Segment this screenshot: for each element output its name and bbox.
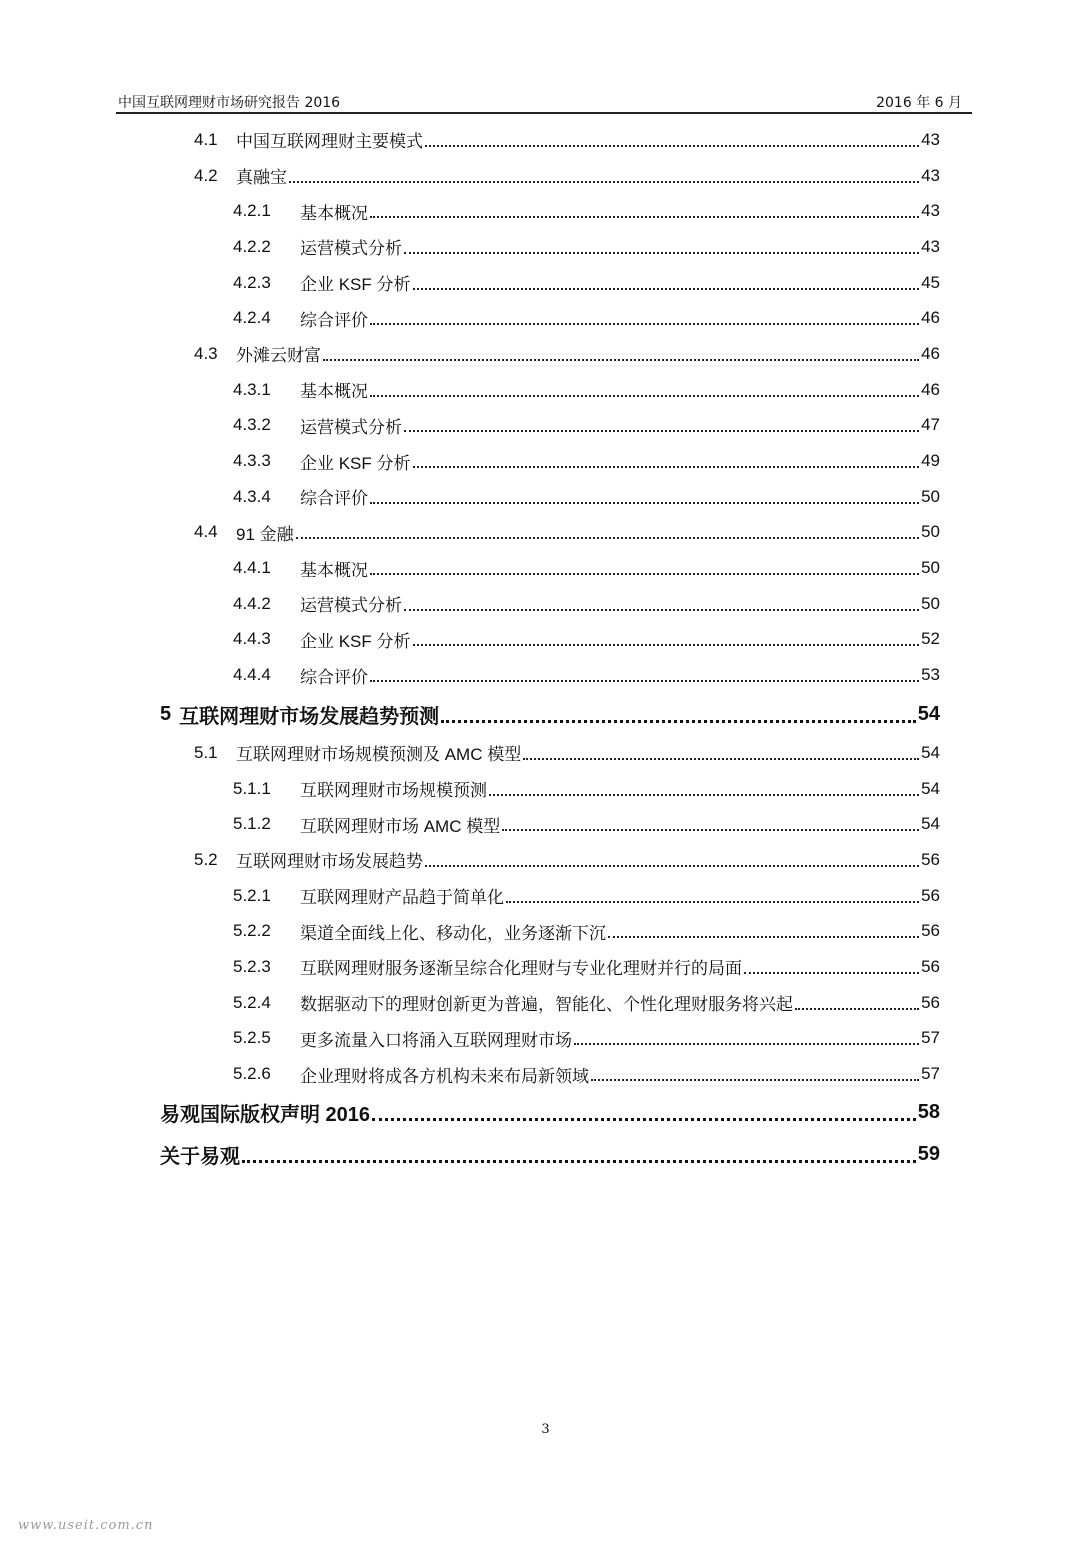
toc-entry-title: 数据驱动下的理财创新更为普遍，智能化、个性化理财服务将兴起 <box>300 995 793 1015</box>
header-rule <box>116 112 972 114</box>
toc-entry-title: 互联网理财服务逐渐呈综合化理财与专业化理财并行的局面 <box>300 959 742 979</box>
toc-entry-title: 91 金融 <box>236 524 294 544</box>
toc-entry[interactable] <box>160 443 940 479</box>
toc-dot-leader <box>608 936 919 938</box>
toc-entry-number: 5.2.3 <box>233 956 271 976</box>
toc-dot-leader <box>574 1043 919 1045</box>
toc-entry-number: 4.2.4 <box>233 308 271 328</box>
toc-entry[interactable] <box>160 122 940 158</box>
toc-entry[interactable] <box>160 949 940 985</box>
toc-entry-page: 52 <box>921 629 940 649</box>
toc-entry-number: 4.4.1 <box>233 558 271 578</box>
toc-entry-title: 基本概况 <box>300 560 368 580</box>
toc-entry-page: 54 <box>921 778 940 798</box>
toc-entry-number: 5.1.2 <box>233 814 271 834</box>
toc-entry-number: 5.1 <box>194 742 218 762</box>
toc-entry[interactable] <box>160 842 940 878</box>
toc-entry-number: 5 <box>160 702 172 725</box>
toc-entry[interactable] <box>160 550 940 586</box>
toc-entry-page: 56 <box>921 885 940 905</box>
toc-entry-page: 56 <box>921 992 940 1012</box>
toc-entry[interactable] <box>160 693 940 735</box>
toc-entry[interactable] <box>160 735 940 771</box>
toc-entry-page: 56 <box>921 849 940 869</box>
toc-dot-leader <box>370 323 919 325</box>
toc-dot-leader <box>591 1079 919 1081</box>
toc-entry-page: 57 <box>921 1064 940 1084</box>
toc-entry[interactable] <box>160 622 940 658</box>
toc-entry-number: 4.1 <box>194 129 218 149</box>
toc-entry-number: 4.3.4 <box>233 486 271 506</box>
toc-entry-number: 4.3.1 <box>233 379 271 399</box>
toc-entry-number: 4.4.4 <box>233 665 271 685</box>
table-of-contents <box>160 122 940 1176</box>
toc-entry-number: 4.2.1 <box>233 201 271 221</box>
toc-entry-title: 互联网理财市场发展趋势 <box>236 852 423 872</box>
toc-entry-page: 59 <box>917 1143 940 1166</box>
toc-entry-number: 4.3.3 <box>233 451 271 471</box>
header-date: 2016 年 6 月 <box>876 95 962 111</box>
toc-entry-page: 46 <box>921 308 940 328</box>
toc-entry-page: 56 <box>921 956 940 976</box>
toc-dot-leader <box>413 644 920 646</box>
toc-dot-leader <box>242 1160 916 1163</box>
toc-entry[interactable] <box>160 158 940 194</box>
toc-dot-leader <box>795 1008 919 1010</box>
toc-entry[interactable] <box>160 479 940 515</box>
toc-entry-title: 运营模式分析 <box>300 417 402 437</box>
toc-entry-number: 5.2 <box>194 849 218 869</box>
toc-dot-leader <box>425 865 919 867</box>
toc-dot-leader <box>413 288 920 290</box>
toc-entry-number: 4.4 <box>194 522 218 542</box>
toc-entry-page: 43 <box>921 129 940 149</box>
toc-dot-leader <box>506 901 919 903</box>
toc-entry[interactable] <box>160 771 940 807</box>
toc-entry-number: 4.2.3 <box>233 272 271 292</box>
toc-entry-page: 50 <box>921 486 940 506</box>
toc-entry-page: 58 <box>917 1101 940 1124</box>
toc-entry-title: 企业 KSF 分析 <box>300 275 411 295</box>
toc-entry-number: 4.3.2 <box>233 415 271 435</box>
toc-dot-leader <box>489 794 919 796</box>
toc-dot-leader <box>372 1118 916 1121</box>
toc-entry[interactable] <box>160 586 940 622</box>
toc-entry-title: 中国互联网理财主要模式 <box>236 132 423 152</box>
toc-entry-title: 易观国际版权声明 2016 <box>160 1104 371 1127</box>
toc-entry-number: 5.2.2 <box>233 921 271 941</box>
toc-entry-page: 50 <box>921 522 940 542</box>
toc-dot-leader <box>404 430 919 432</box>
toc-entry[interactable] <box>160 913 940 949</box>
toc-entry-title: 互联网理财市场发展趋势预测 <box>179 705 440 728</box>
toc-entry-page: 46 <box>921 379 940 399</box>
toc-entry-number: 4.4.2 <box>233 593 271 613</box>
toc-entry-title: 运营模式分析 <box>300 239 402 259</box>
toc-dot-leader <box>502 829 919 831</box>
page-number: 3 <box>541 1422 550 1437</box>
toc-entry[interactable] <box>160 372 940 408</box>
toc-entry-title: 互联网理财市场规模预测及 AMC 模型 <box>236 745 522 765</box>
toc-entry-title: 综合评价 <box>300 310 368 330</box>
toc-entry-title: 互联网理财市场 AMC 模型 <box>300 816 501 836</box>
toc-entry-page: 53 <box>921 665 940 685</box>
toc-dot-leader <box>370 395 919 397</box>
toc-entry-title: 综合评价 <box>300 667 368 687</box>
toc-entry-page: 47 <box>921 415 940 435</box>
toc-entry[interactable] <box>160 515 940 551</box>
toc-entry-page: 46 <box>921 343 940 363</box>
watermark: www.useit.com.cn <box>18 1518 154 1533</box>
toc-dot-leader <box>370 573 919 575</box>
toc-dot-leader <box>404 252 919 254</box>
toc-entry-page: 54 <box>921 814 940 834</box>
toc-entry[interactable] <box>160 985 940 1021</box>
toc-dot-leader <box>413 466 920 468</box>
toc-entry-title: 基本概况 <box>300 382 368 402</box>
toc-entry-page: 50 <box>921 593 940 613</box>
toc-entry-number: 5.2.6 <box>233 1064 271 1084</box>
toc-entry-number: 4.4.3 <box>233 629 271 649</box>
toc-entry[interactable] <box>160 193 940 229</box>
toc-entry[interactable] <box>160 1134 940 1176</box>
toc-entry-title: 运营模式分析 <box>300 596 402 616</box>
toc-entry[interactable] <box>160 1056 940 1092</box>
toc-entry-title: 综合评价 <box>300 489 368 509</box>
toc-entry-page: 56 <box>921 921 940 941</box>
toc-entry-number: 5.2.1 <box>233 885 271 905</box>
toc-entry-title: 基本概况 <box>300 203 368 223</box>
toc-entry-page: 43 <box>921 201 940 221</box>
toc-entry-title: 企业 KSF 分析 <box>300 453 411 473</box>
toc-dot-leader <box>370 502 919 504</box>
toc-entry[interactable] <box>160 878 940 914</box>
page-header <box>118 88 970 112</box>
toc-dot-leader <box>296 537 919 539</box>
toc-entry[interactable] <box>160 265 940 301</box>
toc-dot-leader <box>289 181 919 183</box>
toc-entry-page: 50 <box>921 558 940 578</box>
toc-entry-page: 43 <box>921 165 940 185</box>
toc-entry-page: 43 <box>921 236 940 256</box>
toc-entry[interactable] <box>160 336 940 372</box>
toc-entry[interactable] <box>160 1021 940 1057</box>
toc-dot-leader <box>370 216 919 218</box>
toc-entry-title: 渠道全面线上化、移动化，业务逐渐下沉 <box>300 923 606 943</box>
toc-entry-page: 57 <box>921 1028 940 1048</box>
toc-dot-leader <box>404 609 919 611</box>
toc-entry-title: 企业 KSF 分析 <box>300 631 411 651</box>
toc-entry-number: 4.2.2 <box>233 236 271 256</box>
toc-entry-title: 互联网理财产品趋于简单化 <box>300 888 504 908</box>
toc-dot-leader <box>744 972 919 974</box>
toc-dot-leader <box>441 720 916 723</box>
toc-entry-number: 4.3 <box>194 343 218 363</box>
toc-entry-page: 54 <box>921 742 940 762</box>
toc-entry-title: 互联网理财市场规模预测 <box>300 781 487 801</box>
toc-dot-leader <box>523 758 919 760</box>
toc-entry[interactable] <box>160 300 940 336</box>
toc-entry-page: 49 <box>921 451 940 471</box>
toc-entry-title: 关于易观 <box>160 1146 240 1169</box>
toc-entry[interactable] <box>160 408 940 444</box>
toc-dot-leader <box>370 680 919 682</box>
toc-entry-title: 外滩云财富 <box>236 346 321 366</box>
toc-entry-number: 5.1.1 <box>233 778 271 798</box>
toc-entry-title: 更多流量入口将涌入互联网理财市场 <box>300 1030 572 1050</box>
toc-entry[interactable] <box>160 1092 940 1134</box>
toc-entry[interactable] <box>160 806 940 842</box>
toc-entry-page: 54 <box>917 702 940 725</box>
toc-entry-title: 企业理财将成各方机构未来布局新领域 <box>300 1066 589 1086</box>
toc-dot-leader <box>323 359 919 361</box>
toc-entry-title: 真融宝 <box>236 168 287 188</box>
toc-dot-leader <box>425 145 919 147</box>
toc-entry[interactable] <box>160 229 940 265</box>
toc-entry[interactable] <box>160 657 940 693</box>
toc-entry-number: 5.2.5 <box>233 1028 271 1048</box>
toc-entry-page: 45 <box>921 272 940 292</box>
toc-entry-number: 4.2 <box>194 165 218 185</box>
header-report-title: 中国互联网理财市场研究报告 2016 <box>118 95 341 111</box>
toc-entry-number: 5.2.4 <box>233 992 271 1012</box>
